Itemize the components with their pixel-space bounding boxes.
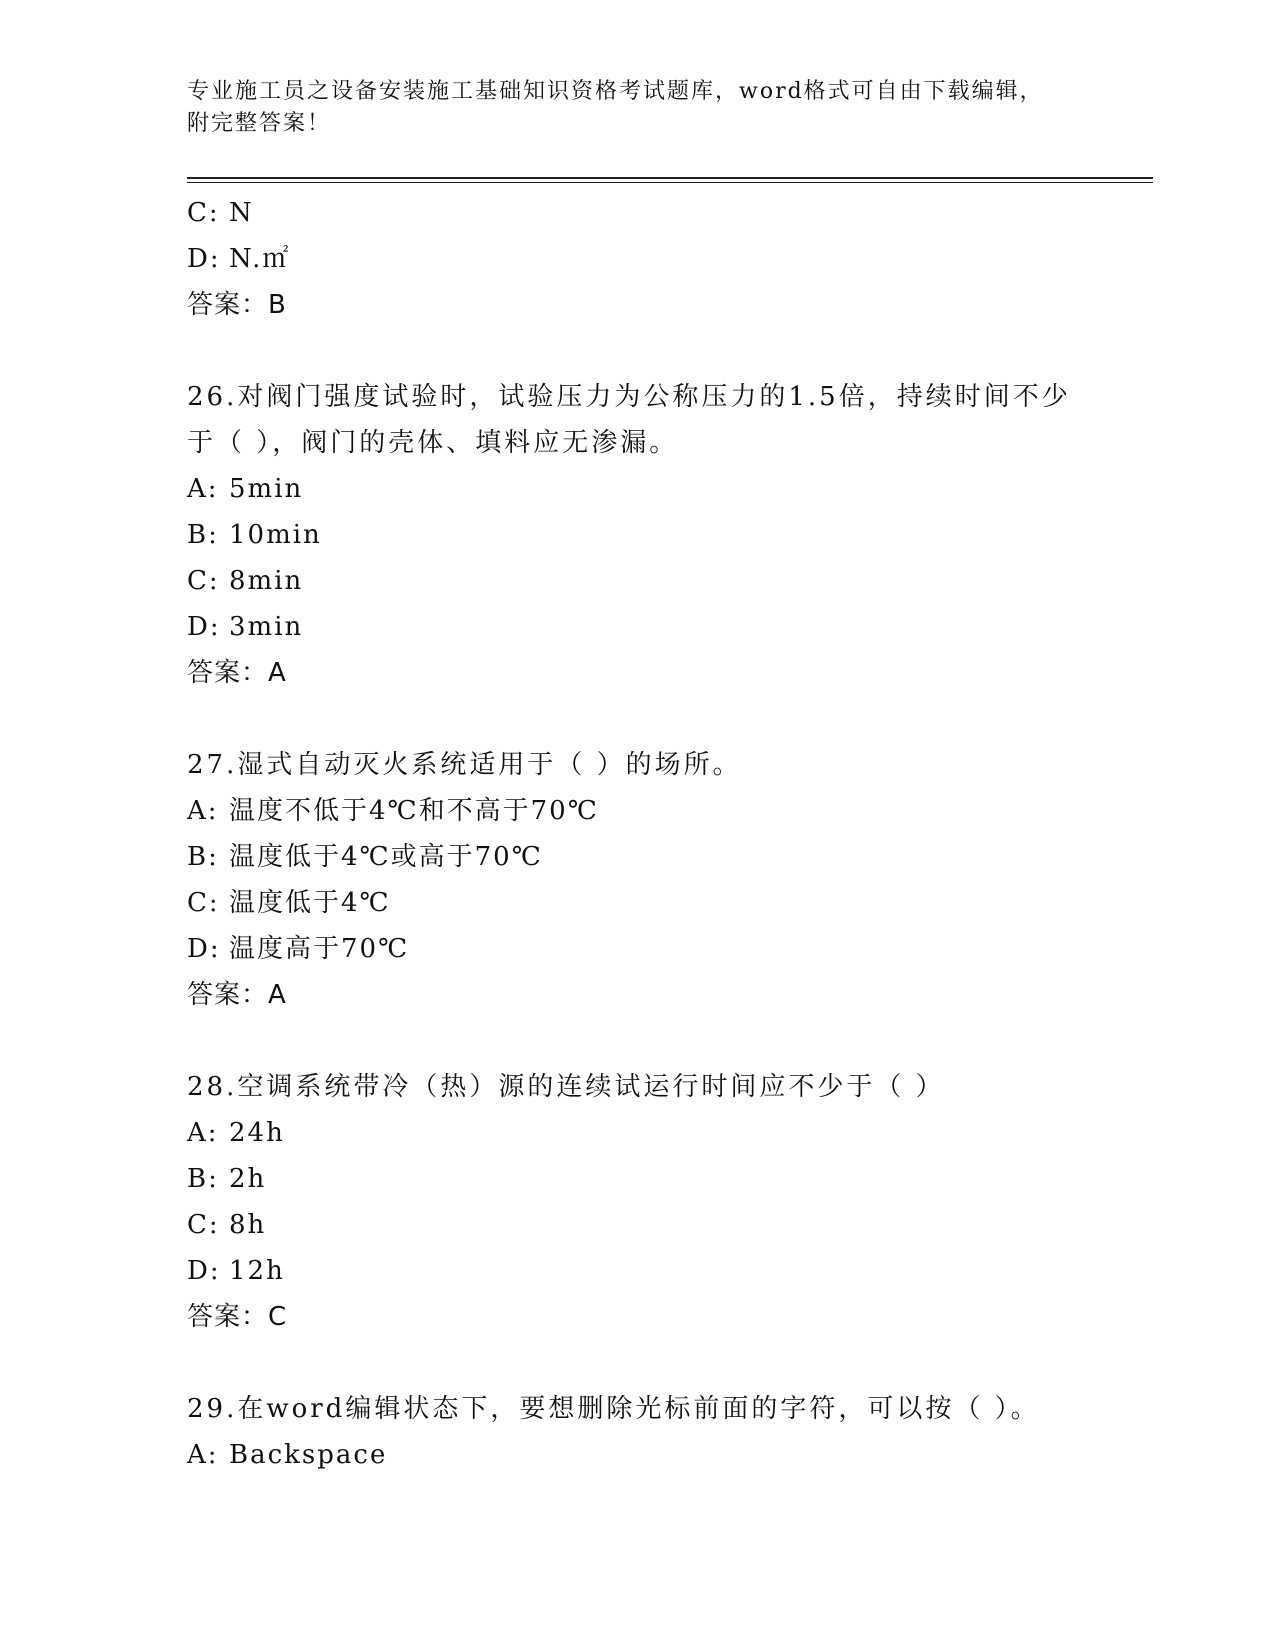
option-d	[187, 236, 1107, 282]
header-line-2: 附完整答案！	[187, 111, 332, 136]
spacer	[187, 1018, 1107, 1064]
question-stem	[187, 1064, 1107, 1110]
question-29	[187, 1386, 1107, 1478]
header-divider-thin	[187, 182, 1153, 183]
option-d	[187, 926, 1107, 972]
option-key: C:	[187, 888, 220, 918]
option-text: 温度不低于4℃和不高于70℃	[229, 796, 599, 826]
option-text: 温度低于4℃	[229, 888, 391, 918]
option-b	[187, 1156, 1107, 1202]
question-stem	[187, 1386, 1107, 1432]
document-header	[187, 76, 1087, 140]
option-text: 24h	[229, 1118, 285, 1148]
option-text: 12h	[229, 1256, 285, 1286]
option-a	[187, 1110, 1107, 1156]
option-key: C:	[187, 566, 220, 596]
option-key: C:	[187, 1210, 220, 1240]
answer-line: 答案：A	[187, 658, 287, 688]
option-text: Backspace	[229, 1440, 388, 1470]
option-b	[187, 834, 1107, 880]
option-key: B:	[187, 1164, 219, 1194]
option-text: 10min	[229, 520, 322, 550]
option-text: 2h	[229, 1164, 267, 1194]
option-c	[187, 558, 1107, 604]
question-28	[187, 1064, 1107, 1340]
option-c	[187, 190, 1107, 236]
option-text: 8h	[229, 1210, 267, 1240]
spacer	[187, 1340, 1107, 1386]
question-stem	[187, 742, 1107, 788]
option-key: C:	[187, 198, 220, 228]
option-key: B:	[187, 520, 219, 550]
option-text: N.㎡	[229, 244, 291, 274]
answer-line: 答案：C	[187, 1302, 288, 1332]
option-key: D:	[187, 612, 221, 642]
question-25-tail	[187, 190, 1107, 328]
option-a	[187, 1432, 1107, 1478]
question-stem-line: 28.空调系统带冷（热）源的连续试运行时间应不少于（ ）	[187, 1072, 945, 1102]
question-stem-line: 27.湿式自动灭火系统适用于（ ）的场所。	[187, 750, 742, 780]
option-text: 温度低于4℃或高于70℃	[229, 842, 543, 872]
question-stem-line: 于（ ），阀门的壳体、填料应无渗漏。	[187, 428, 679, 458]
option-text: 8min	[229, 566, 304, 596]
option-key: B:	[187, 842, 219, 872]
question-26	[187, 374, 1107, 696]
question-stem	[187, 374, 1107, 466]
option-text: N	[229, 198, 254, 228]
option-key: D:	[187, 1256, 221, 1286]
option-text: 3min	[229, 612, 304, 642]
question-list	[187, 190, 1107, 1478]
header-line-1: 专业施工员之设备安装施工基础知识资格考试题库，word格式可自由下载编辑，	[187, 79, 1044, 104]
spacer	[187, 328, 1107, 374]
option-a	[187, 466, 1107, 512]
spacer	[187, 696, 1107, 742]
option-text: 5min	[229, 474, 304, 504]
option-c	[187, 1202, 1107, 1248]
option-b	[187, 512, 1107, 558]
option-key: D:	[187, 244, 221, 274]
answer-line: 答案：B	[187, 290, 287, 320]
option-c	[187, 880, 1107, 926]
option-key: A:	[187, 796, 219, 826]
header-divider-thick	[187, 177, 1153, 179]
option-d	[187, 1248, 1107, 1294]
option-key: A:	[187, 474, 219, 504]
answer-line: 答案：A	[187, 980, 287, 1010]
option-d	[187, 604, 1107, 650]
option-key: A:	[187, 1118, 219, 1148]
question-stem-line: 26.对阀门强度试验时，试验压力为公称压力的1.5倍，持续时间不少	[187, 382, 1071, 412]
option-key: A:	[187, 1440, 219, 1470]
question-stem-line: 29.在word编辑状态下，要想删除光标前面的字符，可以按（ ）。	[187, 1394, 1040, 1424]
question-27	[187, 742, 1107, 1018]
option-text: 温度高于70℃	[229, 934, 410, 964]
option-key: D:	[187, 934, 221, 964]
option-a	[187, 788, 1107, 834]
